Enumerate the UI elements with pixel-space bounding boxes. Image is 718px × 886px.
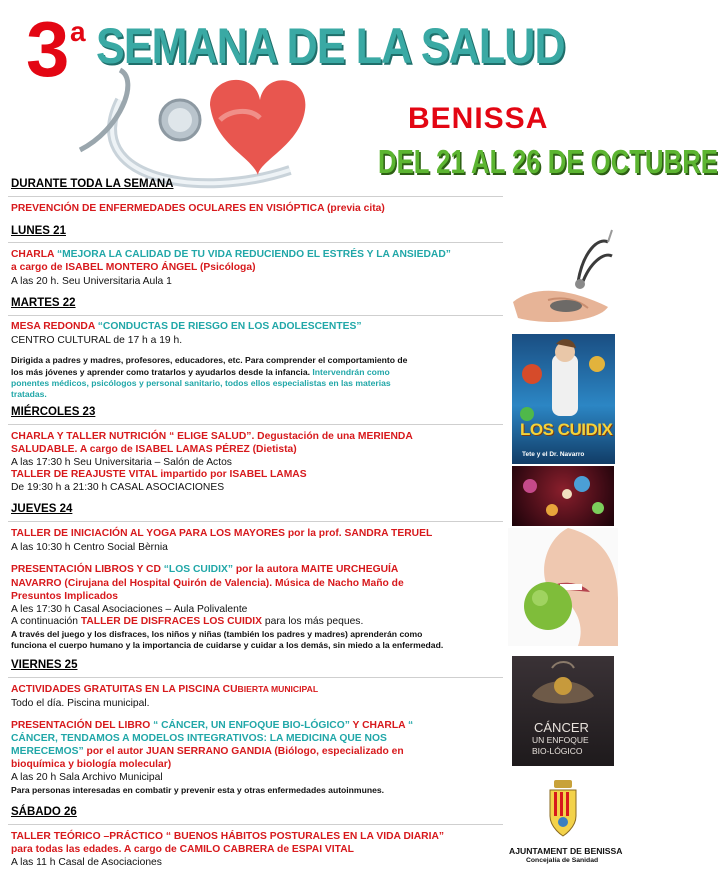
section-heading-thursday: JUEVES 24 — [11, 503, 73, 515]
monday-talk: CHARLA “MEJORA LA CALIDAD DE TU VIDA REDUCIENDO EL ESTRÉS Y LA ANSIEDAD” — [11, 249, 451, 260]
thursday-presentation-2: NAVARRO (Cirujana del Hospital Quirón de Valencia). Música de Nacho Maño de — [11, 578, 404, 589]
divider — [8, 196, 503, 197]
friday-book-note: Para personas interesadas en combatir y prevenir esta y otras enfermedades autoinmunes. — [11, 785, 385, 795]
wednesday-talk-when: A las 17:30 h Seu Universitaria – Salón de Actos — [11, 457, 232, 468]
cuidix-subtitle: Tete y el Dr. Navarro — [522, 451, 585, 458]
town-crest-icon — [546, 780, 580, 838]
tuesday-desc-3: ponentes médicos, psicólogos y personal sanitario, todos ellos especialistas en las materias — [11, 378, 391, 388]
divider — [8, 424, 503, 425]
divider — [8, 824, 503, 825]
thursday-costume-workshop: A continuación TALLER DE DISFRACES LOS CUIDIX para los más peques. — [11, 616, 364, 627]
section-heading-friday: VIERNES 25 — [11, 659, 78, 671]
cuidix-cover — [512, 334, 615, 464]
footer-org: AJUNTAMENT DE BENISSA — [509, 846, 623, 856]
friday-book-4: bioquímica y biología molecular) — [11, 759, 172, 770]
tuesday-desc-2: los más jóvenes y aprender como tratarlos y ayudarlos desde la infancia. Intervendrán como — [11, 367, 390, 377]
edition-suffix: a — [70, 16, 86, 47]
thursday-desc-2: funciona el cuerpo humano y la importancia de cuidarse y cuidar a los demás, sin miedo a la enfermedad. — [11, 640, 444, 650]
footer-dept: Concejalía de Sanidad — [526, 857, 599, 864]
friday-book-3: MERECEMOS” por el autor JUAN SERRANO GANDIA (Biólogo, especializado en — [11, 746, 404, 757]
friday-book-1: PRESENTACIÓN DEL LIBRO “ CÁNCER, UN ENFOQUE BIO-LÓGICO” Y CHARLA “ — [11, 720, 414, 731]
city-name: BENISSA — [408, 102, 549, 135]
thursday-yoga: TALLER DE INICIACIÓN AL YOGA PARA LOS MAYORES por la prof. SANDRA TERUEL — [11, 528, 433, 539]
wednesday-workshop: TALLER DE REAJUSTE VITAL impartido por ISABEL LAMAS — [11, 469, 307, 480]
thursday-desc-1: A través del juego y los disfraces, los niños y niñas (también los padres y madres) aprenderán como — [11, 629, 423, 639]
all-week-event: PREVENCIÓN DE ENFERMEDADES OCULARES EN VISIÓPTICA (previa cita) — [11, 203, 385, 214]
event-title: SEMANA DE LA SALUD — [96, 18, 565, 74]
saturday-workshop-1: TALLER TEÓRICO –PRÁCTICO “ BUENOS HÁBITOS POSTURALES EN LA VIDA DIARIA” — [11, 831, 445, 842]
thursday-presentation-3: Presuntos Implicados — [11, 591, 119, 602]
wednesday-workshop-when: De 19:30 h a 21:30 h CASAL ASOCIACIONES — [11, 482, 225, 493]
thursday-presentation-1: PRESENTACIÓN LIBROS Y CD “LOS CUIDIX” por la autora MAITE URCHEGUÍA — [11, 564, 399, 575]
section-heading-monday: LUNES 21 — [11, 225, 66, 237]
friday-book-when: A las 20 h Sala Archivo Municipal — [11, 772, 163, 783]
cuidix-logo: LOS CUIDIX — [520, 420, 613, 439]
friday-pool-when: Todo el día. Piscina municipal. — [11, 698, 150, 709]
divider — [8, 521, 503, 522]
saturday-workshop-2: para todas las edades. A cargo de CAMILO CABRERA de ESPAI VITAL — [11, 844, 354, 855]
saturday-when: A las 11 h Casal de Asociaciones — [11, 857, 162, 868]
tuesday-desc-4: tratadas. — [11, 389, 47, 399]
edition-number: 3 — [26, 5, 70, 93]
divider — [8, 242, 503, 243]
divider — [8, 315, 503, 316]
friday-book-2: CÁNCER, TENDAMOS A MODELOS INTEGRATIVOS: LA MEDICINA QUE NOS — [11, 733, 387, 744]
monday-when: A las 20 h. Seu Universitaria Aula 1 — [11, 276, 172, 287]
wednesday-talk-1: CHARLA Y TALLER NUTRICIÓN “ ELIGE SALUD”. Degustación de una MERIENDA — [11, 431, 413, 442]
section-heading-all-week: DURANTE TODA LA SEMANA — [11, 178, 174, 190]
book-cover-title-1: CÁNCER — [534, 720, 589, 735]
book-cover-title-2: UN ENFOQUE — [532, 735, 589, 745]
thursday-presentation-when: A les 17:30 h Casal Asociaciones – Aula Polivalente — [11, 604, 248, 615]
cancer-book-cover — [512, 656, 614, 766]
apple-bite-photo — [508, 528, 618, 646]
thursday-yoga-when: A las 10:30 h Centro Social Bèrnia — [11, 542, 168, 553]
cells-illustration — [512, 466, 614, 526]
wednesday-talk-2: SALUDABLE. A cargo de ISABEL LAMAS PÉREZ (Dietista) — [11, 444, 297, 455]
hand-stethoscope-photo — [508, 222, 618, 328]
friday-pool: ACTIVIDADES GRATUITAS EN LA PISCINA CUBIERTA MUNICIPAL — [11, 684, 319, 695]
tuesday-when: CENTRO CULTURAL de 17 h a 19 h. — [11, 335, 183, 346]
tuesday-desc-1: Dirigida a padres y madres, profesores, educadores, etc. Para comprender el comportamiento de — [11, 355, 408, 365]
section-heading-saturday: SÁBADO 26 — [11, 806, 77, 818]
event-dates: DEL 21 AL 26 DE OCTUBRE — [378, 143, 718, 180]
monday-speaker: a cargo de ISABEL MONTERO ÁNGEL (Psicóloga) — [11, 262, 256, 273]
divider — [8, 677, 503, 678]
book-cover-title-3: BIO-LÓGICO — [532, 746, 583, 756]
section-heading-wednesday: MIÉRCOLES 23 — [11, 406, 96, 418]
tuesday-panel: MESA REDONDA “CONDUCTAS DE RIESGO EN LOS ADOLESCENTES” — [11, 321, 362, 332]
section-heading-tuesday: MARTES 22 — [11, 297, 76, 309]
